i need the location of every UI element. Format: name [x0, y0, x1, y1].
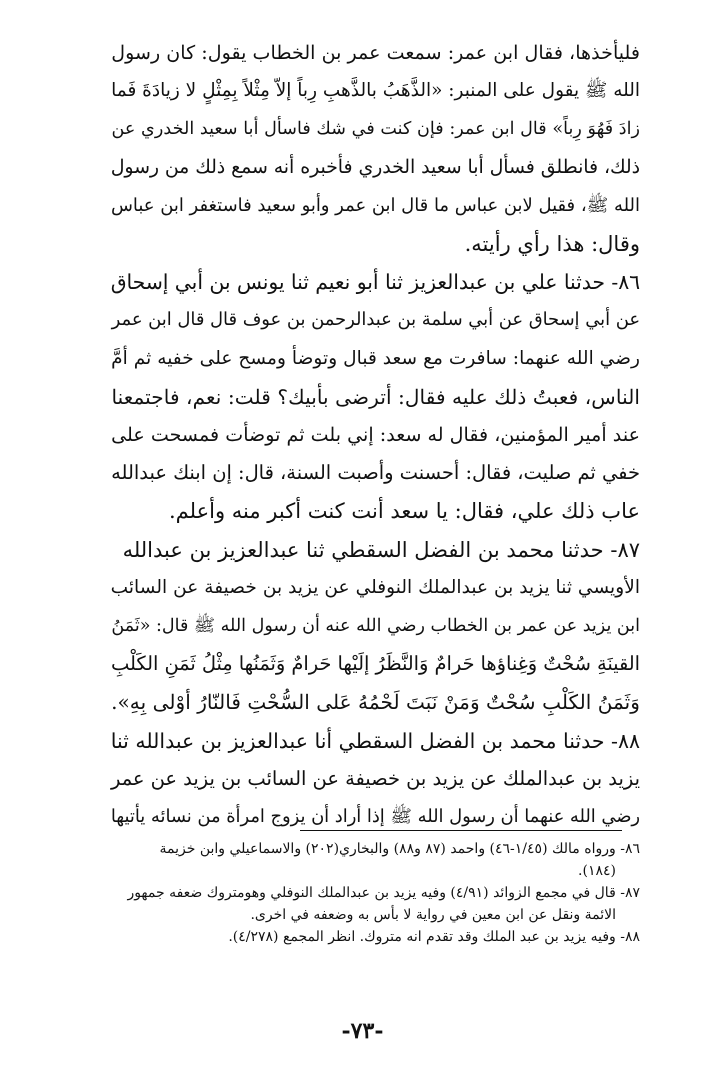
- text-line: وَثَمَنُ الكَلْبِ سُحْتٌ وَمَنْ نَبَتَ لَحْمُهُ عَلى السُّحْتِ فَالنّارُ أوْلى بِهِ».: [111, 690, 640, 715]
- footnote-line: ٨٧- قال في مجمع الزوائد (٤/٩١) وفيه يزيد بن عبدالملك النوفلي وهومتروك ضعفه جمهور: [127, 885, 640, 901]
- footnote: [100, 838, 640, 882]
- text-line: وقال: هذا رأي رأيته.: [464, 232, 640, 257]
- text-line: عاب ذلك علي، فقال: يا سعد أنت كنت أكبر منه وأعلم.: [168, 499, 640, 524]
- footnote: [100, 882, 640, 926]
- paragraph: [100, 34, 640, 263]
- text-line: خفي ثم صليت، فقال: أحسنت وأصبت السنة، قال: إن ابنك عبدالله: [111, 461, 640, 485]
- page-number: -٧٣-: [341, 1018, 384, 1044]
- paragraph: [100, 722, 640, 837]
- text-line: عند أمير المؤمنين، فقال له سعد: إني بلت ثم توضأت فمسحت على: [111, 423, 640, 447]
- footnote: [100, 926, 640, 948]
- text-line: الله ﷺ، فقيل لابن عباس ما قال ابن عمر وأبو سعيد فاستغفر ابن عباس: [111, 194, 640, 216]
- text-line: القينَةِ سُحْتٌ وَغِناؤها حَرامٌ وَالنَّظَرُ إلَيْها حَرامٌ وَثَمَنُها مِثْلُ ثَمَنِ الكَلْبِ: [111, 652, 640, 676]
- main-text: [100, 34, 640, 836]
- text-line: رضي الله عنهما: سافرت مع سعد قبال وتوضأ ومسح على خفيه ثم أمَّ: [111, 347, 640, 369]
- text-line: عن أبي إسحاق عن أبي سلمة بن عبدالرحمن بن عوف قال قال ابن عمر: [111, 309, 640, 331]
- text-line: رضي الله عنهما أن رسول الله ﷺ إذا أراد أن يزوج امرأة من نسائه يأتيها: [110, 806, 640, 828]
- text-line: الناس، فعبتُ ذلك عليه فقال: أترضى بأبيك؟ قلت: نعم، فاجتمعنا: [111, 384, 640, 409]
- text-line: ٨٨- حدثنا محمد بن الفضل السقطي أنا عبدالعزيز بن عبدالله ثنا: [110, 728, 640, 753]
- text-line: زادَ فَهُوَ رِباً» قال ابن عمر: فإن كنت في شك فاسأل أبا سعيد الخدري عن: [111, 119, 640, 140]
- text-line: الأويسي ثنا يزيد بن عبدالملك النوفلي عن يزيد بن خصيفة عن السائب: [110, 576, 640, 598]
- text-line: ذلك، فانطلق فسأل أبا سعيد الخدري فأخبره أنه سمع ذلك من رسول: [110, 156, 640, 178]
- footnote-line: (١٨٤).: [578, 863, 616, 879]
- footnote-line: ٨٦- ورواه مالك (١/٤٥-٤٦) واحمد (٨٧ و٨٨) والبخاري(٢٠٢) والاسماعيلي وابن خزيمة: [159, 841, 640, 857]
- footnote-line: ٨٨- وفيه يزيد بن عبد الملك وقد تقدم انه متروك. انظر المجمع (٤/٢٧٨).: [228, 929, 640, 945]
- footnote-divider: [300, 830, 622, 831]
- text-line: ابن يزيد عن عمر بن الخطاب رضي الله عنه أن رسول الله ﷺ قال: «ثَمَنُ: [111, 616, 640, 637]
- text-line: الله ﷺ يقول على المنبر: «الذَّهَبُ بالذَّهبِ رِباً إلاّ مِثْلاً بِمِثْلٍ لا زيادَةَ فَما: [111, 80, 640, 102]
- text-line: يزيد بن عبدالملك عن يزيد بن خصيفة عن السائب بن يزيد عن عمر: [110, 766, 640, 790]
- footnote-line: الائمة ونقل عن ابن معين في رواية لا بأس به وضعفه في اخرى.: [250, 907, 616, 923]
- text-line: فليأخذها، فقال ابن عمر: سمعت عمر بن الخطاب يقول: كان رسول: [111, 41, 640, 64]
- text-line: ٨٧- حدثنا محمد بن الفضل السقطي ثنا عبدالعزيز بن عبدالله: [122, 537, 640, 562]
- footnotes: [100, 838, 640, 948]
- paragraph: [100, 531, 640, 722]
- paragraph: [100, 263, 640, 530]
- text-line: ٨٦- حدثنا علي بن عبدالعزيز ثنا أبو نعيم ثنا يونس بن أبي إسحاق: [110, 270, 640, 295]
